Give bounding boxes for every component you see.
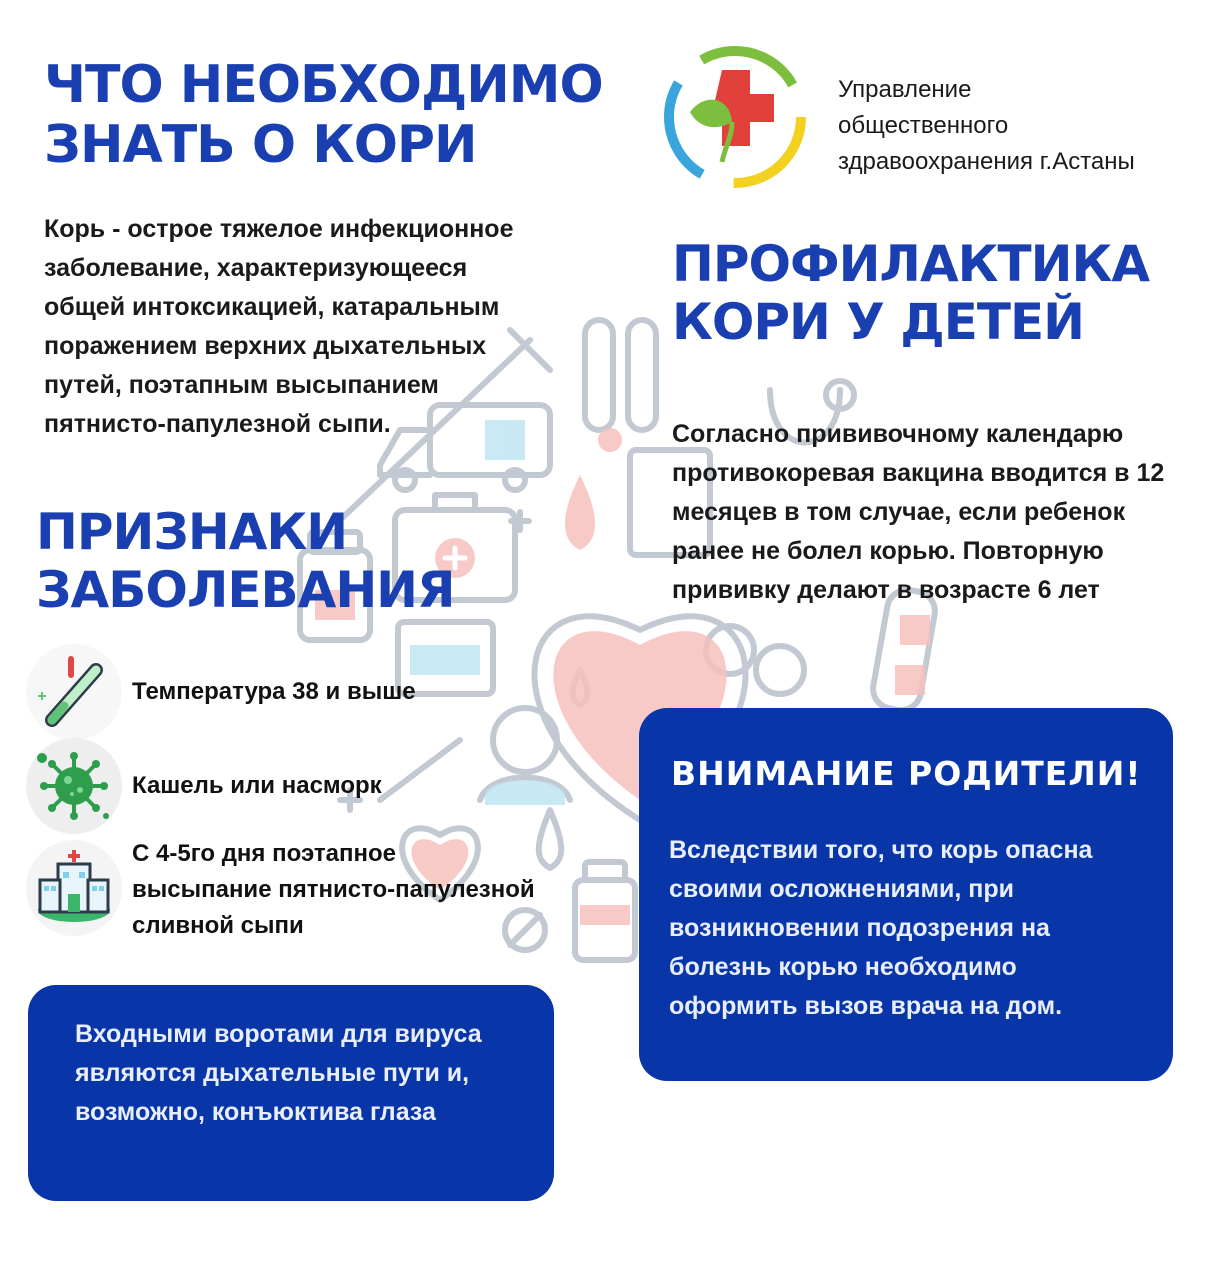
symptoms-title-line1: ПРИЗНАКИ: [36, 503, 348, 561]
main-title-line1: ЧТО НЕОБХОДИМО: [44, 55, 603, 115]
attention-title: ВНИМАНИЕ РОДИТЕЛИ!: [671, 754, 1142, 793]
symptom-text-rash-line1: С 4-5го дня поэтапное: [132, 840, 396, 867]
gateway-box: [28, 985, 554, 1201]
symptom-item-cough: [26, 738, 382, 834]
org-name-line2: общественного: [838, 112, 1009, 139]
prevention-title: [672, 236, 1149, 351]
attention-box: [639, 708, 1173, 1081]
prevention-paragraph: [672, 415, 1172, 610]
symptom-text-rash: [132, 836, 535, 944]
org-name-line1: Управление: [838, 76, 972, 103]
thermometer-icon: [26, 644, 122, 740]
symptom-text-cough: Кашель или насморк: [132, 772, 382, 799]
symptom-text-rash-line2: высыпание пятнисто-папулезной: [132, 876, 535, 903]
symptom-text-temperature: Температура 38 и выше: [132, 678, 416, 705]
intro-text: Корь - острое тяжелое инфекционное заболевание, характеризующееся общей интоксикацией, катаральным поражением верхних дыхательных путей, поэтапным высыпанием пятнисто-папулезной сыпи.: [44, 215, 514, 438]
main-title-line2: ЗНАТЬ О КОРИ: [44, 114, 477, 175]
symptoms-title: [36, 504, 455, 619]
org-name-line3: здравоохранения г.Астаны: [838, 148, 1135, 175]
symptoms-title-line2: ЗАБОЛЕВАНИЯ: [36, 560, 455, 619]
prevention-title-line1: ПРОФИЛАКТИКА: [672, 235, 1150, 293]
attention-text: Вследствии того, что корь опасна своими осложнениями, при возникновении подозрения на болезнь корью необходимо оформить вызов врача на дом.: [669, 836, 1093, 1020]
gateway-text: Входными воротами для вируса являются дыхательные пути и, возможно, конъюктива глаза: [75, 1020, 482, 1126]
org-name: [838, 72, 1135, 180]
symptom-item-temperature: [26, 644, 416, 740]
symptom-item-rash: [26, 842, 535, 944]
intro-paragraph: [44, 210, 554, 444]
virus-icon: [26, 738, 122, 834]
prevention-title-line2: КОРИ У ДЕТЕЙ: [672, 292, 1085, 351]
hospital-icon: [26, 840, 122, 936]
main-title: [44, 56, 603, 176]
health-logo: [660, 42, 810, 192]
prevention-text: Согласно прививочному календарю противокоревая вакцина вводится в 12 месяцев в том случае, если ребенок ранее не болел корью. Повторную прививку делают в возрасте 6 лет: [672, 420, 1165, 604]
symptom-text-rash-line3: сливной сыпи: [132, 912, 304, 939]
